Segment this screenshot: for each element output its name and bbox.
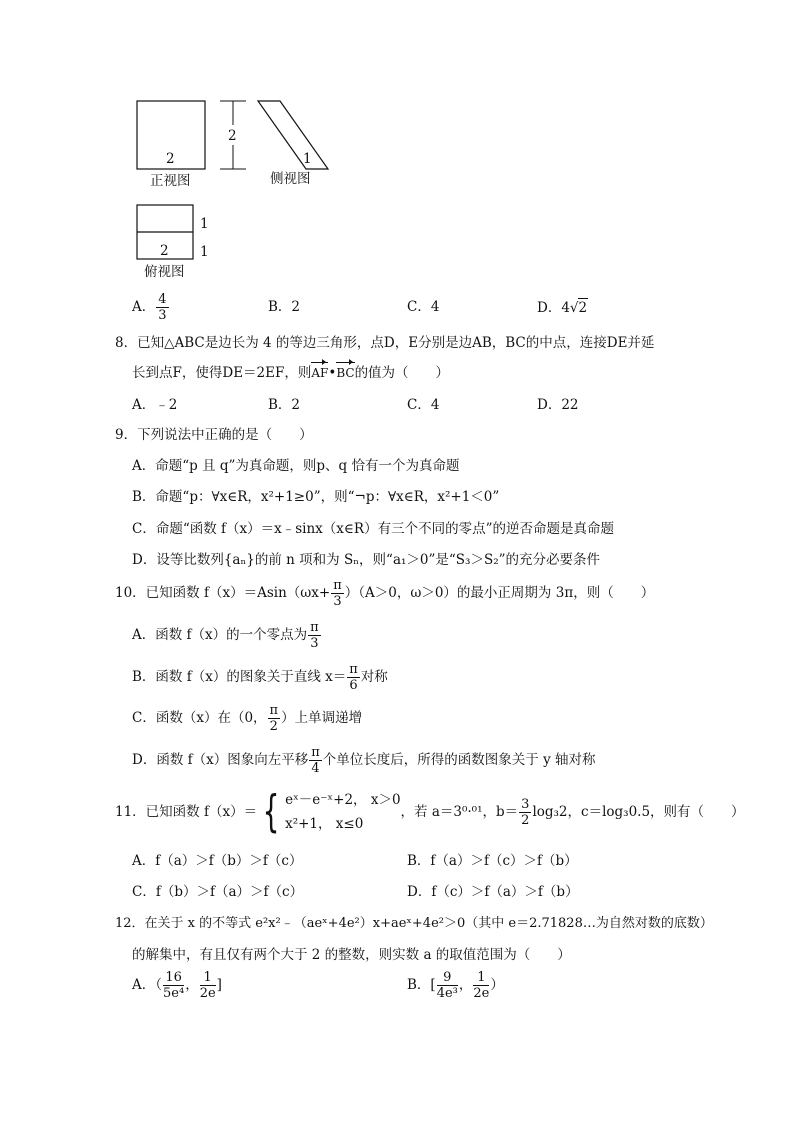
- top-dim-label-1: 1: [200, 216, 209, 232]
- q12-option-a[interactable]: A．（ $\frac{16}{\text{5e⁴}}$ ， $\frac{1}{2e}$ ]: [132, 970, 222, 1001]
- front-view-caption: 正视图: [150, 173, 191, 189]
- q11-option-c[interactable]: C．f（b）＞f（a）＞f（c）: [132, 884, 304, 900]
- front-dim-label: 2: [166, 151, 175, 167]
- q7-option-b[interactable]: B．2: [268, 299, 301, 315]
- q12-line-2: 的解集中，有且仅有两个大于 2 的整数，则实数 a 的取值范围为（ ）: [132, 947, 571, 963]
- top-dim-label-2: 1: [200, 244, 209, 260]
- q12-a-fraction-1: $\frac{16}{\text{5e⁴}}$: [163, 970, 185, 1001]
- q10-b-fraction: $\frac{\pi}{6}$: [349, 662, 358, 693]
- vector-bc: BC: [336, 366, 355, 380]
- q10-a-fraction: $\frac{\pi}{3}$: [310, 620, 319, 651]
- q9-option-c[interactable]: C．命题“函数 f（x）＝x﹣sinx（x∈R）有三个不同的零点”的逆否命题是真命题: [132, 521, 614, 537]
- top-inner-label: 2: [160, 243, 169, 259]
- q10-c-fraction: $\frac{\pi}{2}$: [269, 703, 279, 734]
- side-view-parallelogram: [258, 101, 328, 169]
- left-brace: {: [262, 786, 280, 837]
- q8-line-2: 长到点F，使得DE＝2EF，则AF•BC的值为（ ）: [132, 365, 450, 381]
- q11-b-fraction: $\frac{3}{2}$: [521, 796, 530, 828]
- q11-stem: 11．已知函数 f（x）＝ { eˣ－e⁻ˣ+2， x＞0 x²+1， x≤0 ，若 a＝3⁰·⁰¹，b＝ $\frac{3}{2}$ log₃2，c＝log₃0.5，则有（ ）: [115, 786, 745, 837]
- q8-option-d[interactable]: D．22: [537, 397, 579, 413]
- q10-d-fraction: $\frac{\pi}{4}$: [311, 745, 320, 776]
- q9-option-a[interactable]: A．命题“p 且 q”为真命题，则p、q 恰有一个为真命题: [132, 458, 460, 474]
- q7-option-a[interactable]: A． $\frac{4}{3}$: [132, 292, 167, 323]
- q10-option-b[interactable]: B．函数 f（x）的图象关于直线 x＝ $\frac{\pi}{6}$ 对称: [132, 662, 388, 693]
- q11-option-d[interactable]: D．f（c）＞f（a）＞f（b）: [407, 884, 579, 900]
- q8-option-a[interactable]: A．﹣2: [132, 397, 178, 413]
- side-dim-label: 1: [303, 151, 312, 167]
- q12-a-fraction-2: $\frac{1}{2e}$: [199, 970, 216, 1001]
- q11-option-a[interactable]: A．f（a）＞f（b）＞f（c）: [132, 853, 303, 869]
- q12-line-1: 12．在关于 x 的不等式 e²x²﹣（aeˣ+4e²）x+aeˣ+4e²＞0（其中 e＝2.71828…为自然对数的底数）: [115, 916, 713, 931]
- q9-option-b[interactable]: B．命题“p：∀x∈R，x²+1≥0”，则“¬p：∀x∈R，x²+1＜0”: [132, 489, 500, 505]
- q8-line-1: 8．已知△ABC是边长为 4 的等边三角形，点D，E分别是边AB，BC的中点，连接DE并延: [115, 335, 655, 351]
- q12-option-b[interactable]: B．[ $\frac{9}{\text{4e³}}$ ， $\frac{1}{2e}$ ）: [407, 970, 504, 1001]
- q7-a-fraction: $\frac{4}{3}$: [158, 292, 167, 323]
- q8-option-b[interactable]: B．2: [268, 397, 301, 413]
- q12-b-fraction-2: $\frac{1}{2e}$: [473, 970, 490, 1001]
- q7-option-d[interactable]: D．4√2: [537, 300, 588, 316]
- top-view-caption: 俯视图: [144, 264, 185, 280]
- sqrt-sign: √: [569, 300, 579, 316]
- q9-stem: 9．下列说法中正确的是（ ）: [115, 427, 313, 443]
- q9-option-d[interactable]: D．设等比数列{aₙ}的前 n 项和为 Sₙ，则“a₁＞0”是“S₃＞S₂”的充分必要条件: [132, 552, 601, 568]
- q10-option-a[interactable]: A．函数 f（x）的一个零点为 $\frac{\pi}{3}$: [132, 620, 319, 651]
- q11-option-b[interactable]: B．f（a）＞f（c）＞f（b）: [407, 853, 578, 869]
- q10-option-c[interactable]: C．函数（x）在（0， $\frac{\pi}{2}$ ）上单调递增: [132, 703, 363, 734]
- q8-option-c[interactable]: C．4: [407, 397, 440, 413]
- piecewise-cases: eˣ－e⁻ˣ+2， x＞0 x²+1， x≤0: [285, 792, 401, 832]
- q7-option-c[interactable]: C．4: [407, 299, 440, 315]
- q12-b-fraction-1: $\frac{9}{\text{4e³}}$: [436, 970, 458, 1001]
- side-view-caption: 侧视图: [270, 171, 311, 187]
- q10-option-d[interactable]: D．函数 f（x）图象向左平移 $\frac{\pi}{4}$ 个单位长度后，所得的函数图象关于 y 轴对称: [132, 745, 596, 776]
- height-dim-label: 2: [228, 128, 237, 144]
- vector-af: AF: [311, 366, 329, 380]
- q10-pi-over-3: $\frac{\pi}{3}$: [333, 578, 342, 609]
- q10-stem: 10．已知函数 f（x）＝Asin（ωx+ $\frac{\pi}{3}$ ）（A＞0，ω＞0）的最小正周期为 3π，则（ ）: [115, 578, 655, 609]
